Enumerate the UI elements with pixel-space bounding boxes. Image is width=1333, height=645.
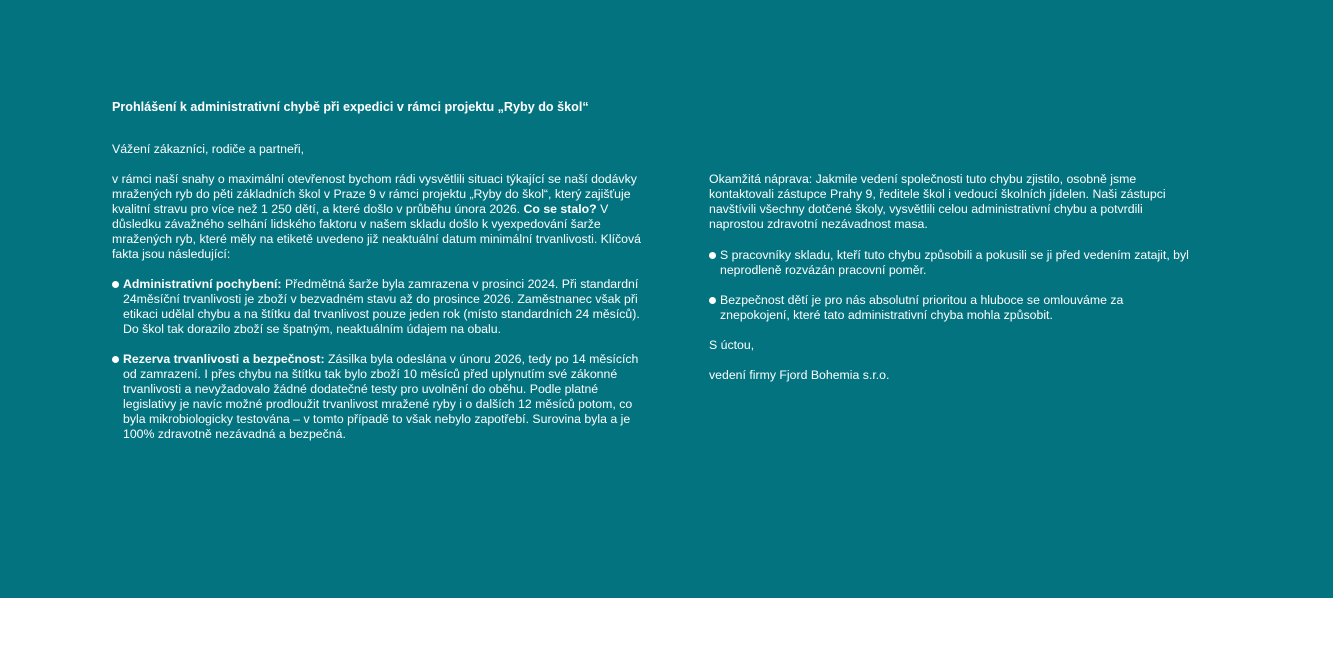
intro-text-2: V důsledku závažného selhání lidského faktoru v našem skladu došlo k vyexpedování šarže mražených ryb, které měly na etiketě uvedeno již neaktuální datum minimální trvanlivosti. Klíčová fakta jsou následující: xyxy=(112,202,642,261)
intro-question: Co se stalo? xyxy=(523,202,597,216)
bullet-dot-icon xyxy=(709,297,716,304)
statement-title: Prohlášení k administrativní chybě při expedici v rámci projektu „Ryby do škol“ xyxy=(112,100,589,114)
fact-heading: Rezerva trvanlivosti a bezpečnost: xyxy=(123,352,325,366)
bullet-dot-icon xyxy=(112,356,119,363)
fact-text: Předmětná šarže byla zamrazena v prosinci 2024. Při standardní 24měsíční trvanlivosti je zboží v bezvadném stavu až do prosince 2026. Zaměstnanec však při etikaci udělal chybu a na štítku dal trvanlivost pouze jeden rok (místo standardních 24 měsíců). Do škol tak dorazilo zboží se špatným, neaktuálním údajem na obalu. xyxy=(123,277,640,336)
measure-item xyxy=(709,248,1194,278)
intro-paragraph xyxy=(112,172,644,262)
remedy-paragraph: Okamžitá náprava: Jakmile vedení společnosti tuto chybu zjistilo, osobně jsme kontaktovali zástupce Prahy 9, ředitele škol i vedoucí školních jídelen. Naši zástupci navštívili všechny dotčené školy, vysvětlili celou administrativní chybu a potvrdili naprostou zdravotní nezávadnost masa. xyxy=(709,172,1166,231)
closing: S úctou, xyxy=(709,338,755,352)
signature: vedení firmy Fjord Bohemia s.r.o. xyxy=(709,368,890,382)
measures-list xyxy=(709,248,1194,323)
right-column xyxy=(709,172,1194,383)
greeting: Vážení zákazníci, rodiče a partneři, xyxy=(112,142,305,156)
fact-item xyxy=(112,352,644,442)
bullet-dot-icon xyxy=(709,252,716,259)
fact-heading: Administrativní pochybení: xyxy=(123,277,282,291)
intro-text-1: v rámci naší snahy o maximální otevřenost bychom rádi vysvětlili situaci týkající se naší dodávky mražených ryb do pěti základních škol v Praze 9 v rámci projektu „Ryby do škol“, který zajišťuje kvalitní stravu pro více než 1 250 dětí, a které došlo v průběhu února 2026. xyxy=(112,172,637,216)
measure-text: S pracovníky skladu, kteří tuto chybu způsobili a pokusili se ji před vedením zatajit, byl neprodleně rozvázán pracovní poměr. xyxy=(720,248,1189,277)
measure-text: Bezpečnost dětí je pro nás absolutní prioritou a hluboce se omlouváme za znepokojení, které tato administrativní chyba mohla způsobit. xyxy=(720,293,1124,322)
measure-item xyxy=(709,293,1194,323)
left-column xyxy=(112,142,644,457)
facts-list xyxy=(112,277,644,442)
fact-text: Zásilka byla odeslána v únoru 2026, tedy po 14 měsících od zamrazení. I přes chybu na štítku tak bylo zboží 10 měsíců před uplynutím své zákonné trvanlivosti a nevyžadovalo žádné dodatečné testy pro uvolnění do oběhu. Podle platné legislativy je navíc možné prodloužit trvanlivost mražené ryby i o dalších 12 měsíců potom, co byla mikrobiologicky testována – v tomto případě to však nebylo zapotřebí. Surovina byla a je 100% zdravotně nezávadná a bezpečná. xyxy=(123,352,639,441)
fact-item xyxy=(112,277,644,337)
bullet-dot-icon xyxy=(112,281,119,288)
